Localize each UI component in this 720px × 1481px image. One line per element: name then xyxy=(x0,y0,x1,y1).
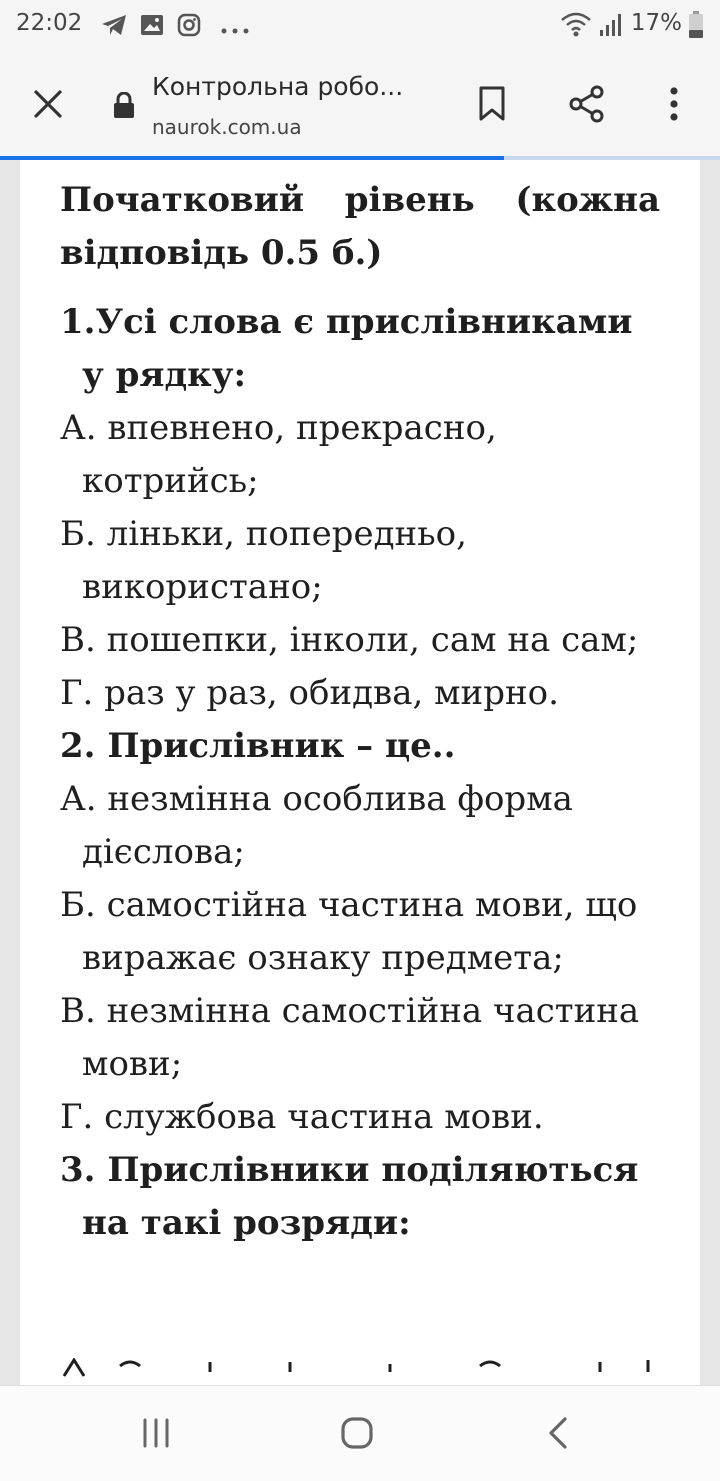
document-page xyxy=(20,160,700,1385)
status-time: 22:02 xyxy=(16,10,83,36)
wifi-icon xyxy=(560,12,592,42)
instagram-icon xyxy=(177,13,201,41)
image-icon xyxy=(140,13,164,41)
q2-option-c: В. незмінна самостійна частина мови; xyxy=(60,991,640,1084)
lock-icon[interactable] xyxy=(110,90,138,120)
share-icon[interactable] xyxy=(565,82,609,126)
page-url[interactable]: naurok.com.ua xyxy=(152,115,302,139)
level-heading: Початковий рівень (кожна відповідь 0.5 б.) xyxy=(60,180,660,273)
q1-option-a: А. впевнено, прекрасно, котрийсь; xyxy=(60,408,497,501)
question-block-2 xyxy=(60,720,660,1144)
signal-icon xyxy=(598,12,624,42)
q2-option-a: А. незмінна особлива форма дієслова; xyxy=(60,779,573,872)
question-3: 3. Прислівники поділяються на такі розряди: xyxy=(60,1150,639,1243)
q1-option-d: Г. раз у раз, обидва, мирно. xyxy=(60,673,559,713)
q1-option-b: Б. ліньки, попередньо, використано; xyxy=(60,514,467,607)
telegram-icon xyxy=(100,13,128,41)
system-navigation-bar xyxy=(0,1385,720,1481)
browser-toolbar xyxy=(0,52,720,156)
question-1: 1.Усі слова є прислівниками у рядку: xyxy=(60,302,633,395)
battery-percentage: 17% xyxy=(630,10,682,36)
question-block-3 xyxy=(60,1144,660,1250)
home-icon[interactable] xyxy=(327,1408,387,1458)
page-title[interactable]: Контрольна робо... xyxy=(152,72,404,101)
bookmark-icon[interactable] xyxy=(470,82,514,126)
back-icon[interactable] xyxy=(528,1408,588,1458)
q2-option-d: Г. службова частина мови. xyxy=(60,1097,544,1137)
document-text xyxy=(60,174,660,1250)
recent-apps-icon[interactable] xyxy=(126,1408,186,1458)
close-icon[interactable] xyxy=(26,82,70,126)
battery-icon xyxy=(688,11,704,43)
web-content[interactable] xyxy=(0,160,720,1385)
more-vert-icon[interactable] xyxy=(652,82,696,126)
q1-option-c: В. пошепки, інколи, сам на сам; xyxy=(60,620,639,660)
q2-option-b: Б. самостійна частина мови, що виражає ознаку предмета; xyxy=(60,885,638,978)
status-bar xyxy=(0,0,720,52)
question-block-1 xyxy=(60,296,660,720)
more-dots-icon xyxy=(220,20,250,39)
clipped-next-line xyxy=(60,1358,660,1378)
question-2: 2. Прислівник – це.. xyxy=(60,726,456,766)
